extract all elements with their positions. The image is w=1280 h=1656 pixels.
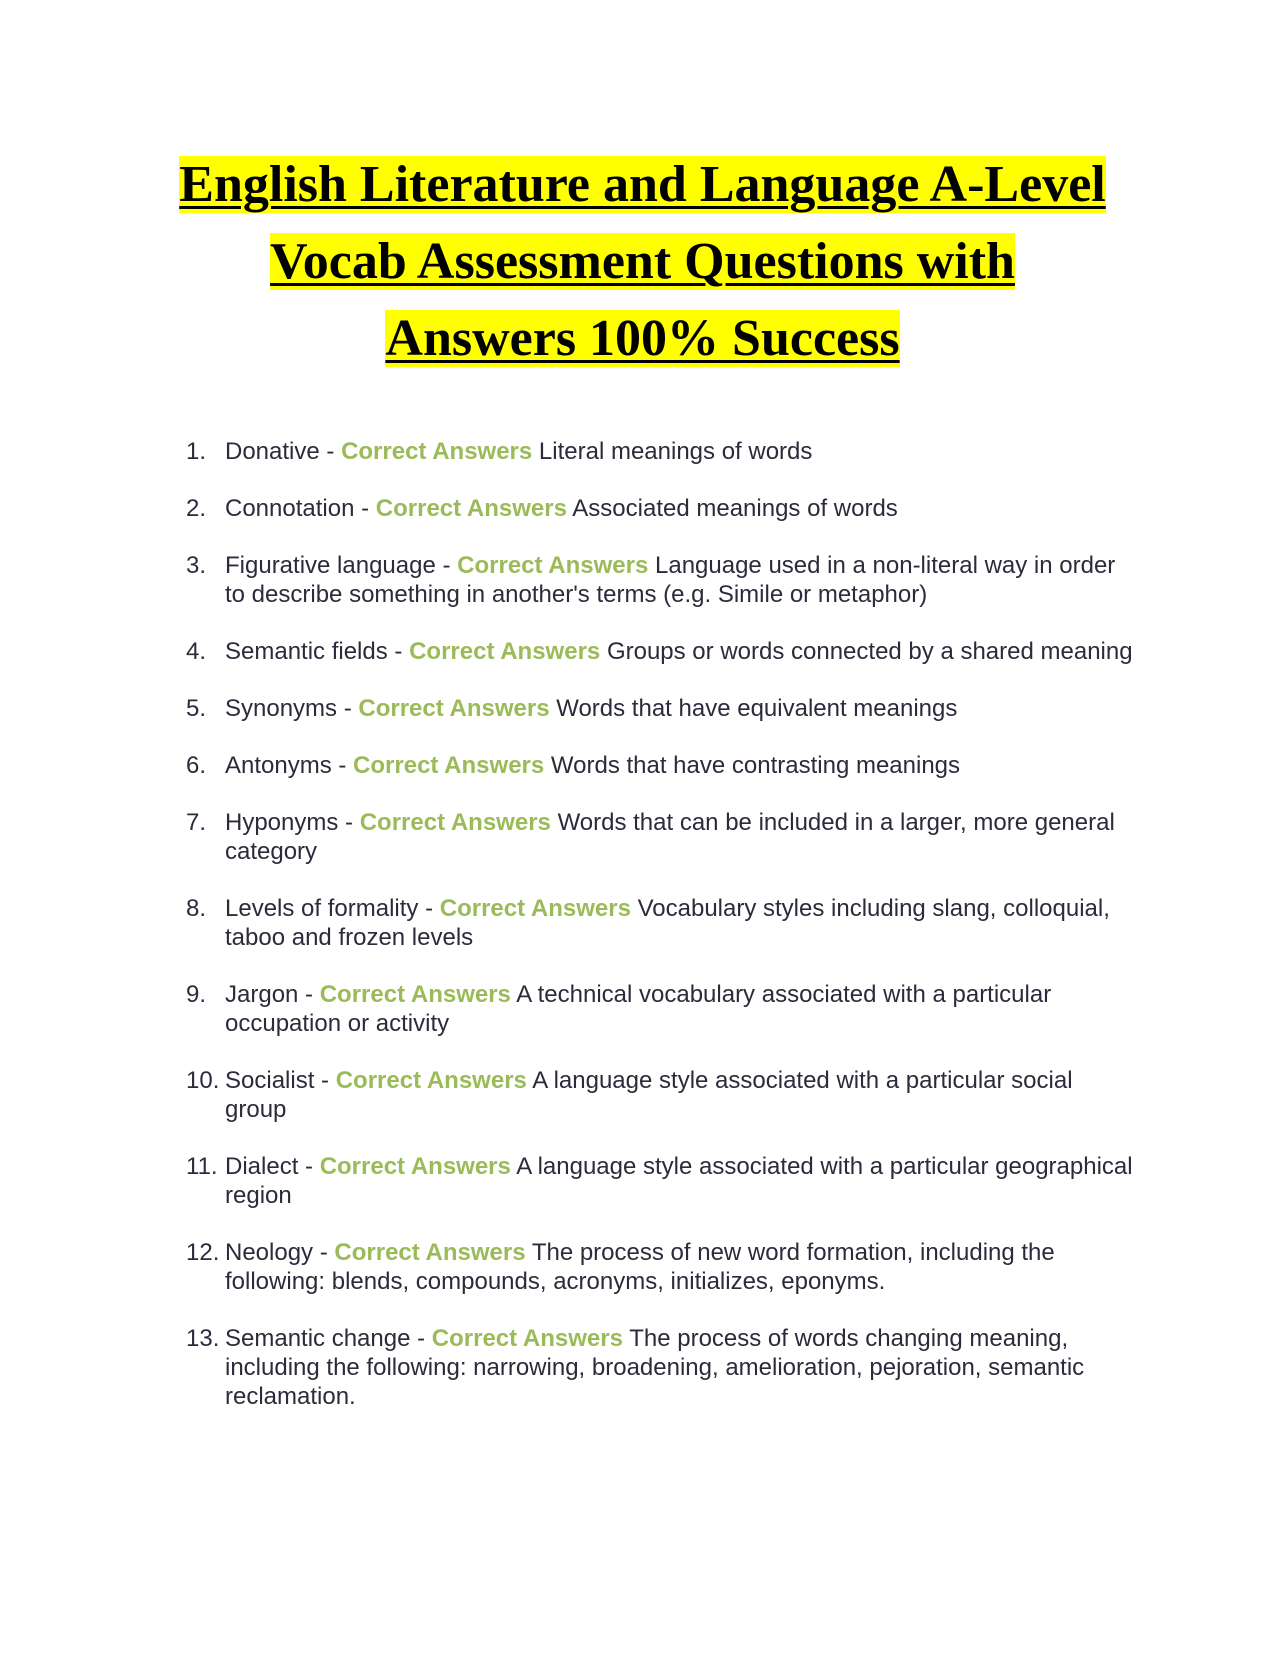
- list-item: [186, 637, 1136, 666]
- item-separator: -: [387, 638, 410, 665]
- item-number: 5.: [186, 695, 207, 722]
- item-number: 8.: [186, 895, 207, 922]
- list-item: [186, 751, 1136, 780]
- item-number: 4.: [186, 638, 207, 665]
- correct-answers-label: Correct Answers: [359, 809, 551, 836]
- item-definition: The process of words changing meaning, including the following: narrowing, broadening, amelioration, pejoration, semantic reclamation.: [225, 1325, 1085, 1410]
- list-item: [186, 437, 1136, 466]
- correct-answers-label: Correct Answers: [358, 695, 550, 722]
- item-number: 13.: [186, 1325, 220, 1352]
- correct-answers-label: Correct Answers: [431, 1325, 623, 1352]
- item-number: 9.: [186, 981, 207, 1008]
- document-title: [170, 146, 1115, 377]
- item-term: Synonyms: [225, 695, 338, 722]
- item-separator: -: [319, 438, 342, 465]
- item-separator: -: [354, 495, 376, 522]
- item-separator: -: [314, 1067, 336, 1094]
- item-term: Neology: [225, 1239, 314, 1266]
- item-definition: A language style associated with a particular geographical region: [225, 1153, 1133, 1209]
- item-separator: -: [313, 1239, 335, 1266]
- item-definition: Associated meanings of words: [572, 495, 898, 522]
- item-number: 10.: [186, 1067, 220, 1094]
- item-definition: Words that have equivalent meanings: [556, 695, 958, 722]
- item-separator: -: [298, 1153, 320, 1180]
- list-item: [186, 980, 1136, 1038]
- item-separator: -: [338, 809, 360, 836]
- item-term: Semantic change: [225, 1325, 411, 1352]
- correct-answers-label: Correct Answers: [439, 895, 631, 922]
- item-number: 2.: [186, 495, 207, 522]
- item-number: 7.: [186, 809, 207, 836]
- question-answer-list: [186, 437, 1136, 1439]
- list-item: [186, 1324, 1136, 1411]
- item-definition: Words that have contrasting meanings: [550, 752, 961, 779]
- correct-answers-label: Correct Answers: [457, 552, 649, 579]
- correct-answers-label: Correct Answers: [341, 438, 533, 465]
- list-item: [186, 1152, 1136, 1210]
- document-title-text: English Literature and Language A-Level Vocab Assessment Questions with Answers 100% Success: [179, 156, 1106, 367]
- correct-answers-label: Correct Answers: [375, 495, 567, 522]
- item-number: 3.: [186, 552, 207, 579]
- item-term: Hyponyms: [225, 809, 339, 836]
- correct-answers-label: Correct Answers: [319, 981, 511, 1008]
- item-separator: -: [410, 1325, 432, 1352]
- item-definition: Literal meanings of words: [538, 438, 813, 465]
- item-term: Socialist: [225, 1067, 315, 1094]
- item-number: 1.: [186, 438, 207, 465]
- item-term: Donative: [225, 438, 320, 465]
- item-number: 6.: [186, 752, 207, 779]
- item-term: Antonyms: [225, 752, 332, 779]
- list-item: [186, 1066, 1136, 1124]
- item-term: Dialect: [225, 1153, 299, 1180]
- correct-answers-label: Correct Answers: [334, 1239, 526, 1266]
- item-definition: Language used in a non-literal way in order to describe something in another's terms (e.g. Simile or metaphor): [225, 552, 1116, 608]
- correct-answers-label: Correct Answers: [335, 1067, 527, 1094]
- list-item: [186, 894, 1136, 952]
- item-term: Connotation: [225, 495, 355, 522]
- correct-answers-label: Correct Answers: [409, 638, 601, 665]
- item-term: Figurative language: [225, 552, 436, 579]
- item-term: Jargon: [225, 981, 299, 1008]
- item-separator: -: [298, 981, 320, 1008]
- correct-answers-label: Correct Answers: [319, 1153, 511, 1180]
- item-separator: -: [331, 752, 354, 779]
- item-definition: A language style associated with a particular social group: [225, 1067, 1073, 1123]
- item-separator: -: [418, 895, 440, 922]
- item-definition: Groups or words connected by a shared meaning: [606, 638, 1133, 665]
- item-number: 11.: [186, 1153, 218, 1180]
- item-definition: Vocabulary styles including slang, colloquial, taboo and frozen levels: [225, 895, 1110, 951]
- item-separator: -: [435, 552, 458, 579]
- item-definition: A technical vocabulary associated with a particular occupation or activity: [225, 981, 1052, 1037]
- list-item: [186, 551, 1136, 609]
- item-definition: Words that can be included in a larger, more general category: [225, 809, 1115, 865]
- item-term: Semantic fields: [225, 638, 388, 665]
- list-item: [186, 494, 1136, 523]
- item-number: 12.: [186, 1239, 220, 1266]
- item-term: Levels of formality: [225, 895, 419, 922]
- item-separator: -: [337, 695, 359, 722]
- list-item: [186, 808, 1136, 866]
- list-item: [186, 1238, 1136, 1296]
- correct-answers-label: Correct Answers: [353, 752, 545, 779]
- item-definition: The process of new word formation, including the following: blends, compounds, acronyms, initializes, eponyms.: [225, 1239, 1055, 1295]
- list-item: [186, 694, 1136, 723]
